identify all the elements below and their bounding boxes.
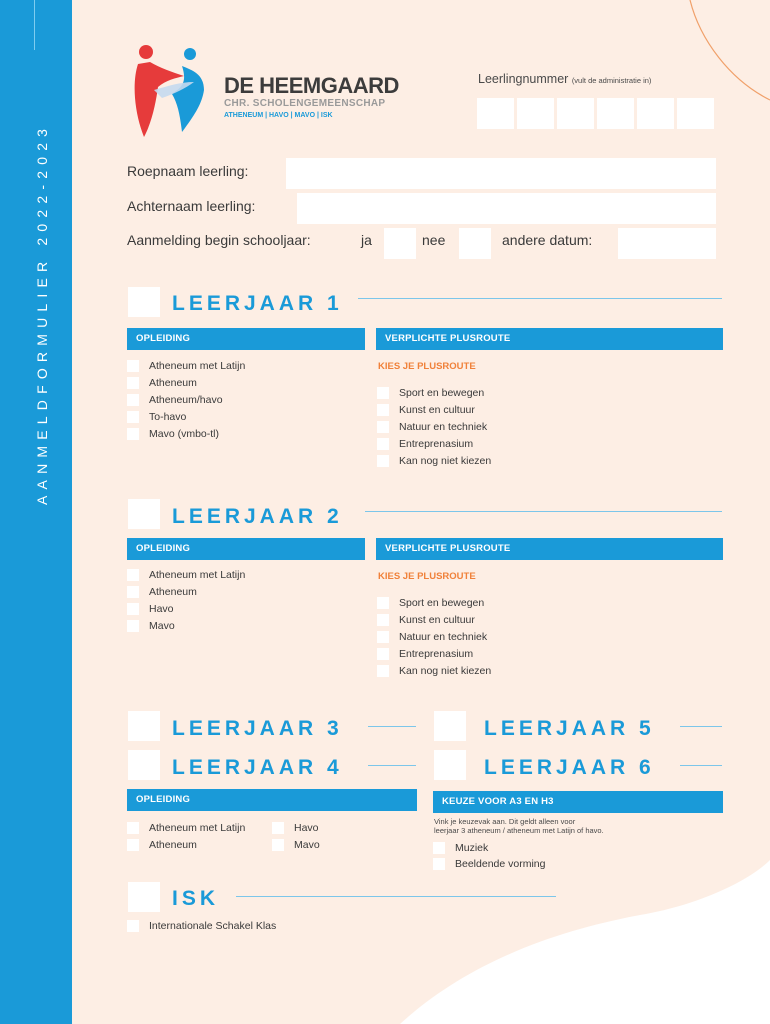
checkbox[interactable] <box>127 377 139 389</box>
checkbox[interactable] <box>127 394 139 406</box>
leerjaar1-checkbox[interactable] <box>128 287 160 317</box>
leerjaar6-line <box>680 765 722 766</box>
checkbox[interactable] <box>272 839 284 851</box>
option-label: Kan nog niet kiezen <box>399 665 492 677</box>
school-types: ATHENEUM | HAVO | MAVO | ISK <box>224 112 333 119</box>
isk-line <box>236 896 556 897</box>
leerjaar1-plusroute-option[interactable] <box>377 403 475 417</box>
checkbox[interactable] <box>377 387 389 399</box>
option-label: Kunst en cultuur <box>399 404 475 416</box>
option-label: Atheneum met Latijn <box>149 360 246 372</box>
checkbox[interactable] <box>127 620 139 632</box>
option-label: Entreprenasium <box>399 648 474 660</box>
leerjaar2-plusroute-option[interactable] <box>377 647 473 661</box>
option-label: Havo <box>294 822 319 834</box>
checkbox[interactable] <box>377 438 389 450</box>
keuze-option[interactable] <box>433 857 545 871</box>
roepnaam-field[interactable] <box>286 158 716 189</box>
leerjaar1-plusroute-option[interactable] <box>377 386 484 400</box>
leerjaar4-line <box>368 765 416 766</box>
checkbox[interactable] <box>377 648 389 660</box>
option-label: Atheneum met Latijn <box>149 569 246 581</box>
leerjaar1-plusroute-option[interactable] <box>377 454 491 468</box>
leerlingnummer-digit-box[interactable] <box>477 98 514 129</box>
bovenbouw-opleiding-option[interactable] <box>127 821 245 835</box>
leerjaar2-opleiding-header: OPLEIDING <box>127 538 365 560</box>
option-label: Mavo <box>294 839 320 851</box>
aanmelding-label: Aanmelding begin schooljaar: <box>127 232 311 248</box>
achternaam-field[interactable] <box>297 193 716 224</box>
option-label: Kunst en cultuur <box>399 614 475 626</box>
checkbox[interactable] <box>127 603 139 615</box>
checkbox[interactable] <box>272 822 284 834</box>
leerlingnummer-label <box>478 72 651 86</box>
leerjaar1-plusroute-option[interactable] <box>377 437 473 451</box>
leerjaar2-opleiding-option[interactable] <box>127 602 174 616</box>
option-label: Havo <box>149 603 174 615</box>
leerjaar1-line <box>358 298 722 299</box>
sidebar <box>0 0 72 1024</box>
keuze-note-2: leerjaar 3 atheneum / atheneum met Latijn of havo. <box>434 826 604 835</box>
leerjaar1-opleiding-option[interactable] <box>127 427 219 441</box>
leerjaar1-opleiding-option[interactable] <box>127 376 197 390</box>
option-label: To-havo <box>149 411 187 423</box>
leerlingnummer-digit-box[interactable] <box>517 98 554 129</box>
leerjaar2-opleiding-option[interactable] <box>127 568 245 582</box>
leerlingnummer-digit-box[interactable] <box>557 98 594 129</box>
leerlingnummer-boxes <box>477 98 714 129</box>
checkbox[interactable] <box>127 569 139 581</box>
leerlingnummer-digit-box[interactable] <box>597 98 634 129</box>
checkbox[interactable] <box>377 421 389 433</box>
option-label: Mavo (vmbo-tl) <box>149 428 220 440</box>
leerjaar3-checkbox[interactable] <box>128 711 160 741</box>
checkbox[interactable] <box>433 858 445 870</box>
checkbox[interactable] <box>433 842 445 854</box>
leerjaar4-title: LEERJAAR 4 <box>172 756 343 779</box>
leerjaar5-title: LEERJAAR 5 <box>484 717 655 740</box>
leerjaar4-checkbox[interactable] <box>128 750 160 780</box>
option-label: Atheneum <box>149 839 197 851</box>
leerjaar2-line <box>365 511 722 512</box>
checkbox[interactable] <box>377 597 389 609</box>
option-label: Kan nog niet kiezen <box>399 455 492 467</box>
achternaam-label: Achternaam leerling: <box>127 198 256 214</box>
keuze-option[interactable] <box>433 841 488 855</box>
checkbox[interactable] <box>127 411 139 423</box>
bovenbouw-opleiding-option[interactable] <box>272 838 320 852</box>
checkbox[interactable] <box>127 428 139 440</box>
leerjaar2-opleiding-option[interactable] <box>127 619 175 633</box>
option-label: Atheneum <box>149 586 197 598</box>
option-label: Entreprenasium <box>399 438 474 450</box>
leerjaar1-plusroute-option[interactable] <box>377 420 487 434</box>
leerjaar2-opleiding-option[interactable] <box>127 585 197 599</box>
leerjaar1-title: LEERJAAR 1 <box>172 292 343 315</box>
sidebar-title: AANMELDFORMULIER 2022-2023 <box>34 122 50 505</box>
checkbox[interactable] <box>377 614 389 626</box>
bovenbouw-opleiding-header: OPLEIDING <box>127 789 417 811</box>
leerjaar2-plusroute-option[interactable] <box>377 664 491 678</box>
checkbox[interactable] <box>377 665 389 677</box>
andere-datum-label: andere datum: <box>502 232 593 248</box>
ja-label: ja <box>361 232 372 248</box>
option-label: Sport en bewegen <box>399 387 485 399</box>
leerjaar2-title: LEERJAAR 2 <box>172 505 343 528</box>
option-label: Muziek <box>455 842 489 854</box>
checkbox[interactable] <box>377 455 389 467</box>
roepnaam-label: Roepnaam leerling: <box>127 163 249 179</box>
isk-option[interactable] <box>127 919 276 933</box>
checkbox[interactable] <box>127 586 139 598</box>
checkbox[interactable] <box>377 404 389 416</box>
option-label: Mavo <box>149 620 175 632</box>
option-label: Natuur en techniek <box>399 631 488 643</box>
leerjaar1-opleiding-option[interactable] <box>127 393 223 407</box>
leerjaar1-kies-label: KIES JE PLUSROUTE <box>378 361 476 372</box>
leerjaar6-title: LEERJAAR 6 <box>484 756 655 779</box>
keuze-header: KEUZE VOOR A3 EN H3 <box>433 791 723 813</box>
leerjaar1-plusroute-header: VERPLICHTE PLUSROUTE <box>376 328 723 350</box>
leerjaar1-opleiding-header: OPLEIDING <box>127 328 365 350</box>
leerjaar2-kies-label: KIES JE PLUSROUTE <box>378 571 476 582</box>
checkbox[interactable] <box>127 920 139 932</box>
andere-datum-field[interactable] <box>618 228 716 259</box>
bovenbouw-opleiding-option[interactable] <box>272 821 319 835</box>
isk-checkbox[interactable] <box>128 882 160 912</box>
leerjaar2-plusroute-option[interactable] <box>377 596 484 610</box>
leerjaar2-plusroute-option[interactable] <box>377 630 487 644</box>
leerjaar3-title: LEERJAAR 3 <box>172 717 343 740</box>
school-logo <box>132 42 222 142</box>
nee-checkbox[interactable] <box>459 228 491 259</box>
bovenbouw-opleiding-option[interactable] <box>127 838 197 852</box>
option-label: Atheneum/havo <box>149 394 223 406</box>
leerjaar5-line <box>680 726 722 727</box>
leerjaar3-line <box>368 726 416 727</box>
school-name: DE HEEMGAARD <box>224 73 399 98</box>
leerlingnummer-digit-box[interactable] <box>637 98 674 129</box>
leerlingnummer-note: (vult de administratie in) <box>571 76 652 85</box>
option-label: Sport en bewegen <box>399 597 485 609</box>
option-label: Natuur en techniek <box>399 421 488 433</box>
leerjaar2-plusroute-option[interactable] <box>377 613 475 627</box>
checkbox[interactable] <box>127 839 139 851</box>
leerjaar2-plusroute-header: VERPLICHTE PLUSROUTE <box>376 538 723 560</box>
leerjaar6-checkbox[interactable] <box>434 750 466 780</box>
leerjaar1-opleiding-option[interactable] <box>127 359 245 373</box>
checkbox[interactable] <box>127 822 139 834</box>
checkbox[interactable] <box>127 360 139 372</box>
leerjaar1-opleiding-option[interactable] <box>127 410 186 424</box>
leerlingnummer-digit-box[interactable] <box>677 98 714 129</box>
isk-title: ISK <box>172 887 220 910</box>
nee-label: nee <box>422 232 446 248</box>
leerjaar2-checkbox[interactable] <box>128 499 160 529</box>
option-label: Beeldende vorming <box>455 858 546 870</box>
ja-checkbox[interactable] <box>384 228 416 259</box>
leerlingnummer-text: Leerlingnummer <box>478 72 569 86</box>
option-label: Atheneum met Latijn <box>149 822 246 834</box>
option-label: Internationale Schakel Klas <box>149 920 277 932</box>
option-label: Atheneum <box>149 377 197 389</box>
keuze-note-1: Vink je keuzevak aan. Dit geldt alleen voor <box>434 817 576 826</box>
checkbox[interactable] <box>377 631 389 643</box>
school-subtitle: CHR. SCHOLENGEMEENSCHAP <box>224 98 386 109</box>
leerjaar5-checkbox[interactable] <box>434 711 466 741</box>
